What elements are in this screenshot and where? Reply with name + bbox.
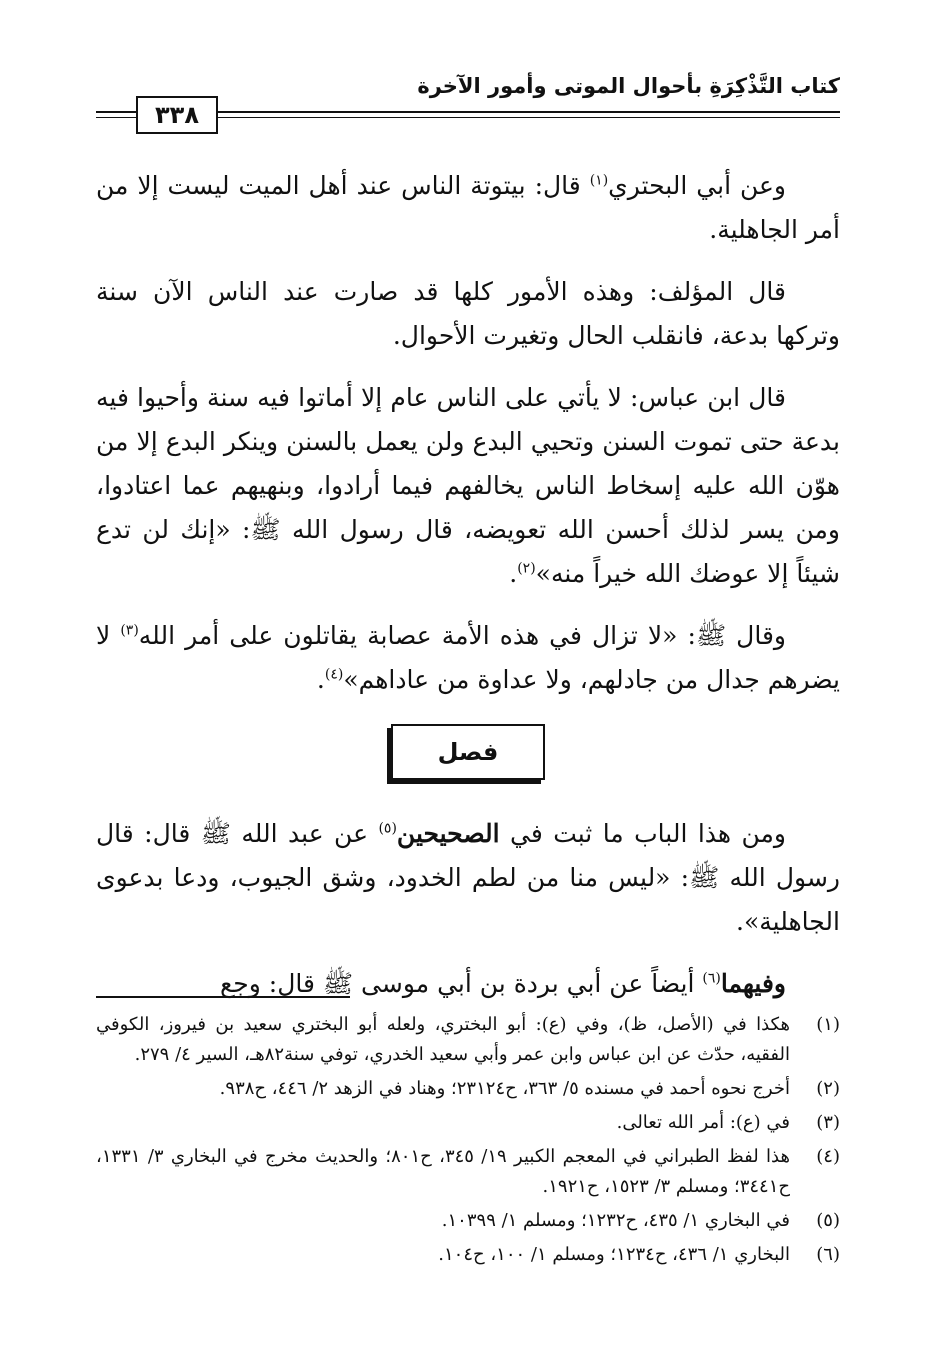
footnote-text: هكذا في (الأصل، ظ)، وفي (ع): أبو البختري، ولعله أبو البختري سعيد بن فيروز، الكوفي الفقيه، حدّث عن ابن عباس وابن عمر وأبي سعيد الخدري، توفي سنة٨٢هـ، السير ٤/ ٢٧٩. [96,1014,790,1065]
paragraph-1-text-b: قال: بيتوتة الناس عند أهل الميت ليست إلا من أمر الجاهلية. [96,171,840,244]
paragraph-5-text-b: عن عبد الله ﷺ قال: قال رسول الله ﷺ: «ليس منا من لطم الخدود، وشق الجيوب، ودعا بدعوى الجاهلية». [96,819,840,936]
footnote-text: البخاري ١/ ٤٣٦، ح١٢٣٤؛ ومسلم ١/ ١٠٠، ح١٠٤. [438,1244,790,1265]
footnote-text: في البخاري ١/ ٤٣٥، ح١٢٣٢؛ ومسلم ١/ ١٠٣٩٩. [441,1210,790,1231]
section-heading [96,724,840,788]
footnote-ref: (٥) [378,820,397,837]
footnote-ref: (٤) [324,666,344,683]
footnote [96,1142,840,1202]
footnote-separator [96,996,350,998]
page-number: ٣٣٨ [136,96,218,134]
paragraph-5 [96,812,840,944]
footnote-number: (٣) [816,1112,840,1133]
footnote [96,1010,840,1070]
paragraph-4-text-a: وقال ﷺ: «لا تزال في هذه الأمة عصابة يقاتلون على أمر الله [138,621,786,650]
footnote-ref: (١) [589,172,609,189]
main-text [96,164,840,1024]
footnote-ref: (٣) [120,622,139,639]
page-header [96,60,840,130]
book-page [96,60,840,1340]
footnote-ref: (٢) [517,560,536,577]
paragraph-4-text-c: . [316,665,325,694]
footnote-text: أخرج نحوه أحمد في مسنده ٥/ ٣٦٣، ح٢٣١٢٤؛ وهناد في الزهد ٢/ ٤٤٦، ح٩٣٨. [219,1078,790,1099]
paragraph-4-text-b: لا يضرهم جدال من جادلهم، ولا عداوة من عاداهم» [96,621,840,694]
footnote [96,1108,840,1138]
paragraph-3 [96,376,840,596]
paragraph-4 [96,614,840,702]
footnote-number: (٥) [816,1210,840,1231]
footnote-number: (١) [816,1014,840,1035]
paragraph-6-text-b: أيضاً عن أبي بردة بن أبي موسى ﷺ قال: وجع [220,969,703,998]
footnote-ref: (٦) [702,970,721,987]
header-rule-left [96,111,136,113]
footnote-number: (٦) [816,1244,840,1265]
paragraph-3-text-b: . [509,559,518,588]
paragraph-1 [96,164,840,252]
bold-term: وفيهما [720,969,786,998]
paragraph-5-text-a: ومن هذا الباب ما ثبت في [499,819,786,848]
bold-term: الصحيحين [396,819,500,848]
footnote [96,1240,840,1270]
section-title: فصل [391,724,545,780]
paragraph-2: قال المؤلف: وهذه الأمور كلها قد صارت عند الناس الآن سنة وتركها بدعة، فانقلب الحال وتغيرت الأحوال. [96,277,840,350]
footnote-number: (٤) [816,1146,840,1167]
footnote-number: (٢) [816,1078,840,1099]
footnote-text: في (ع): أمر الله تعالى. [616,1112,790,1133]
footnote [96,1074,840,1104]
footnote-text: هذا لفظ الطبراني في المعجم الكبير ١٩/ ٣٤٥، ح٨٠١؛ والحديث مخرج في البخاري ٣/ ١٣٣١، ح٣٤٤١؛ ومسلم ٣/ ١٥٢٣، ح١٩٢١. [96,1146,790,1197]
paragraph-1-text-a: وعن أبي البحتري [608,171,786,200]
running-title: كتاب التَّذْكِرَةِ بأحوال الموتى وأمور الآخرة [417,74,840,98]
paragraph-6 [96,962,840,1006]
footnote [96,1206,840,1236]
paragraph-3-text-a: قال ابن عباس: لا يأتي على الناس عام إلا أماتوا فيه سنة وأحيوا فيه بدعة حتى تموت السنن وتحيي البدع ولن يعمل بالسنن وينكر البدع إلا من هوّن الله عليه إسخاط الناس يخالفهم فيما أرادوا، وبنهيهم عما اعتادوا، ومن يسر لذلك أحسن الله تعويضه، قال رسول الله ﷺ: «إنك لن تدع شيئاً إلا عوضك الله خيراً منه» [96,383,840,588]
footnotes [96,1010,840,1274]
